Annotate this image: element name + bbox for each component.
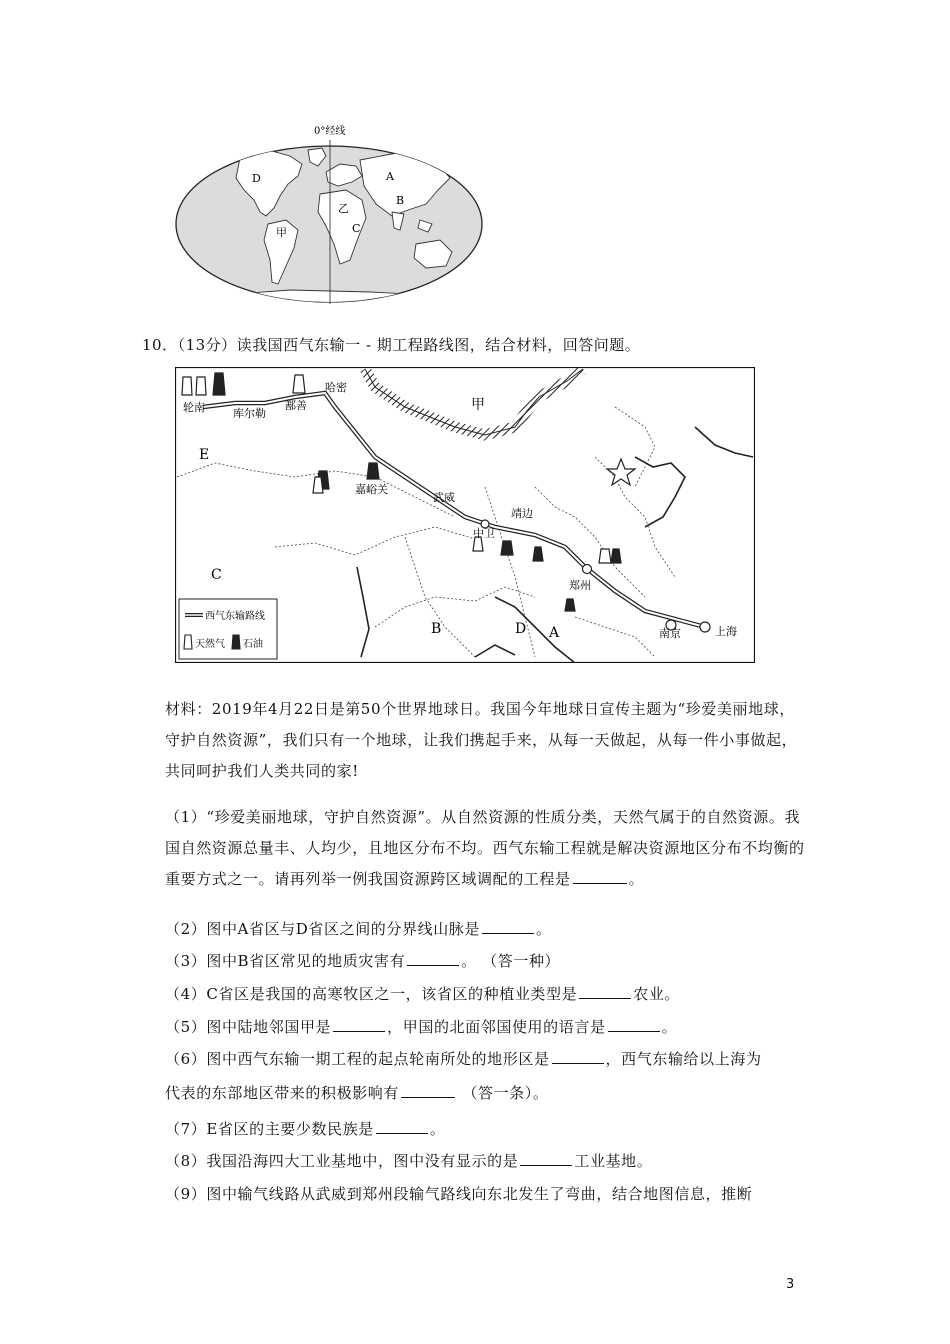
question-4-end: 农业。 <box>633 985 681 1003</box>
city-jingbian: 靖边 <box>511 507 533 520</box>
question-6-line-2 <box>165 1082 548 1103</box>
legend-oil: 石油 <box>243 639 263 650</box>
question-6-text: （6）图中西气东输一期工程的起点轮南所处的地形区是 <box>165 1050 550 1068</box>
map-label-c: C <box>352 222 361 235</box>
answer-blank-5a[interactable] <box>333 1017 385 1032</box>
question-3-text: （3）图中B省区常见的地质灾害有 <box>165 952 406 970</box>
question-8 <box>165 1150 652 1171</box>
region-c: C <box>211 567 222 583</box>
region-e: E <box>199 447 210 463</box>
region-d: D <box>515 621 527 637</box>
city-jiayuguan: 嘉峪关 <box>355 483 388 496</box>
question-6-end: （答一条）。 <box>457 1084 549 1102</box>
city-wuwei: 武威 <box>433 491 455 504</box>
question-5 <box>165 1016 677 1037</box>
city-nanjing: 南京 <box>659 627 681 640</box>
region-jia: 甲 <box>471 397 485 413</box>
map-label-d: D <box>252 172 261 185</box>
question-3-end: 。 （答一种） <box>461 952 561 970</box>
question-header: 10．（13分）读我国西气东输一 - 期工程路线图，结合材料，回答问题。 <box>142 336 641 354</box>
city-zhongwei: 中卫 <box>473 527 495 540</box>
question-2-text: （2）图中A省区与D省区之间的分界线山脉是 <box>165 920 481 938</box>
question-5-mid: ，甲国的北面邻国使用的语言是 <box>387 1018 606 1036</box>
question-2 <box>165 918 552 939</box>
question-5-text: （5）图中陆地邻国甲是 <box>165 1018 332 1036</box>
city-zhengzhou: 郑州 <box>569 579 591 592</box>
answer-blank-5b[interactable] <box>608 1017 660 1032</box>
city-shanshan: 鄯善 <box>285 399 307 412</box>
city-hami: 哈密 <box>325 381 347 394</box>
meridian-label: 0°经线 <box>314 126 346 137</box>
question-4-text: （4）C省区是我国的高寒牧区之一，该省区的种植业类型是 <box>165 985 578 1003</box>
answer-blank-3[interactable] <box>407 951 459 966</box>
map-label-jia: 甲 <box>276 226 287 239</box>
answer-blank-6a[interactable] <box>552 1049 604 1064</box>
region-b: B <box>431 621 442 637</box>
question-1 <box>165 802 810 895</box>
map-label-yi: 乙 <box>338 202 349 215</box>
answer-blank-4[interactable] <box>579 984 631 999</box>
material-paragraph: 材料：2019年4月22日是第50个世界地球日。我国今年地球日宣传主题为“珍爱美丽地球，守护自然资源”，我们只有一个地球，让我们携起手来，从每一天做起，从每一件小事做起，共同呵护我们人类共同的家! <box>165 700 798 780</box>
map-label-b: B <box>396 194 405 207</box>
answer-blank-6b[interactable] <box>401 1083 455 1098</box>
city-shanghai: 上海 <box>715 625 737 638</box>
question-2-end: 。 <box>536 920 552 938</box>
map-label-a: A <box>386 170 394 183</box>
legend-pipeline: 西气东输路线 <box>205 611 265 622</box>
city-kuerle: 库尔勒 <box>233 407 266 420</box>
question-9 <box>165 1183 752 1204</box>
question-7-text: （7）E省区的主要少数民族是 <box>165 1120 374 1138</box>
question-8-end: 工业基地。 <box>574 1152 653 1170</box>
answer-blank-7[interactable] <box>376 1119 428 1134</box>
map-legend <box>179 599 277 659</box>
question-1-end: 。 <box>628 870 645 888</box>
question-1-text: （1）“珍爱美丽地球，守护自然资源”。从自然资源的性质分类，天然气属于的自然资源。我国自然资源总量丰、人均少，且地区分布不均。西气东输工程就是解决资源地区分布不均衡的重要方式之一。请再列举一例我国资源跨区域调配的工程是 <box>165 808 805 888</box>
page-number: 3 <box>786 1277 795 1292</box>
question-5-end: 。 <box>661 1018 678 1036</box>
answer-blank-8[interactable] <box>520 1151 572 1166</box>
answer-blank-1[interactable] <box>573 869 627 884</box>
city-lunnan: 轮南 <box>183 401 205 414</box>
question-8-text: （8）我国沿海四大工业基地中，图中没有显示的是 <box>165 1152 519 1170</box>
question-7 <box>165 1118 446 1139</box>
answer-blank-2[interactable] <box>482 919 534 934</box>
question-7-end: 。 <box>429 1120 446 1138</box>
pipeline-route-map <box>175 367 755 663</box>
question-6-line2-text: 代表的东部地区带来的积极影响有 <box>165 1084 400 1102</box>
question-6-line-1 <box>165 1048 762 1069</box>
question-9-text: （9）图中输气线路从武威到郑州段输气路线向东北发生了弯曲，结合地图信息，推断 <box>165 1185 753 1203</box>
legend-gas: 天然气 <box>195 639 225 650</box>
question-4 <box>165 983 680 1004</box>
question-3 <box>165 950 560 971</box>
question-6-mid: ，西气东输给以上海为 <box>605 1050 762 1068</box>
region-a: A <box>549 625 560 641</box>
world-map <box>170 120 488 310</box>
